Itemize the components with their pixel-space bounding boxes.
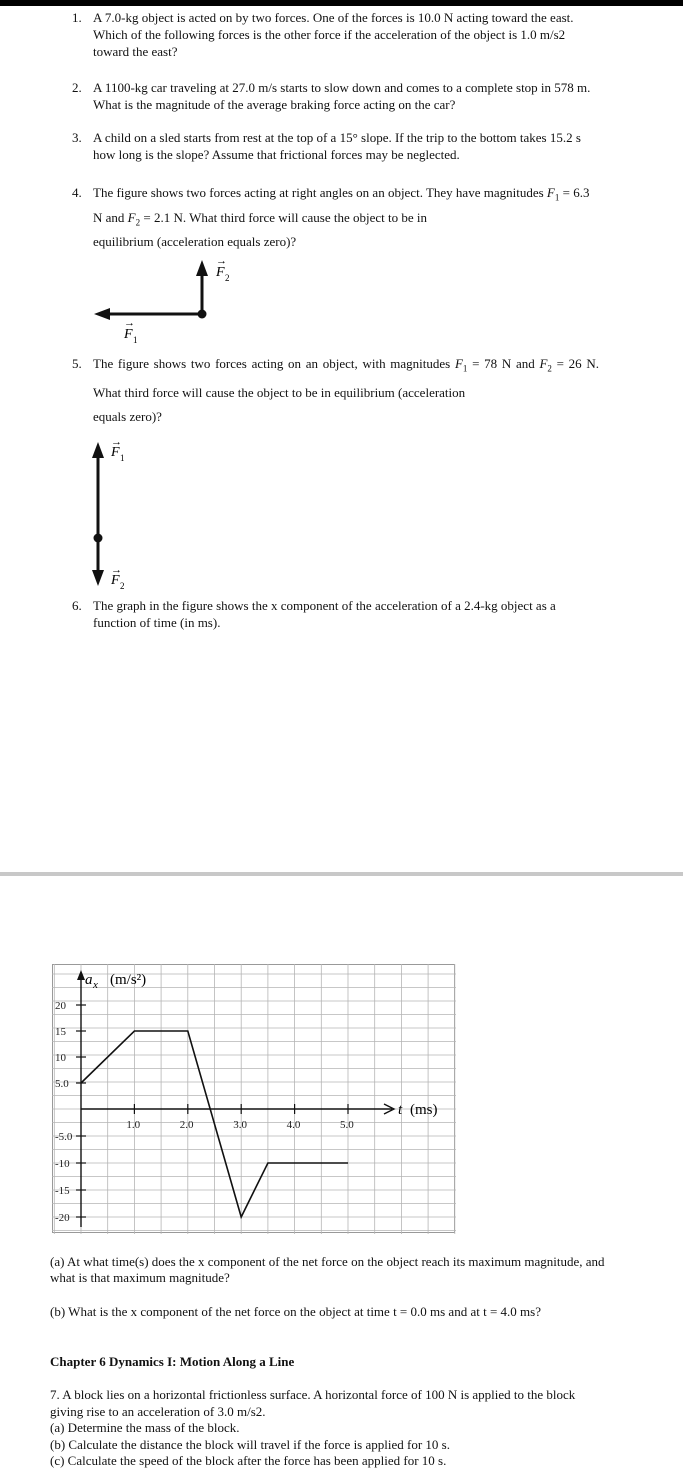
question-number: 2. — [72, 80, 82, 95]
vector-arrow-glyph: → — [111, 436, 122, 448]
object-point — [94, 534, 103, 543]
question-1 — [72, 9, 602, 60]
question-number: 5. — [72, 356, 82, 371]
x-tick-label: 4.0 — [286, 1119, 301, 1131]
force-f2-arrowhead — [196, 260, 208, 276]
force-subscript: 1 — [462, 363, 468, 374]
force-subscript: 2 — [547, 363, 552, 374]
x-tick-label: 5.0 — [340, 1119, 354, 1131]
f2-label-sub: 2 — [120, 581, 125, 591]
q7-part-a: (a) Determine the mass of the block. — [50, 1420, 240, 1435]
question-number: 4. — [72, 185, 82, 200]
f2-label: F — [111, 573, 120, 588]
force-symbol: F — [546, 185, 555, 200]
force-subscript: 1 — [554, 192, 560, 203]
force-symbol: F — [454, 356, 463, 371]
y-tick-label: -10 — [55, 1158, 70, 1170]
y-axis-unit: (m/s²) — [110, 972, 147, 988]
x-tick-label: 1.0 — [126, 1119, 141, 1131]
f1-label-sub: 1 — [120, 453, 125, 463]
force-symbol: F — [539, 356, 548, 371]
question-3 — [72, 129, 602, 163]
object-point — [198, 310, 207, 319]
y-axis-label: a — [85, 972, 93, 988]
y-axis-label-sub: x — [93, 979, 98, 991]
page-divider — [0, 872, 683, 876]
f1-label: F — [111, 445, 120, 460]
part-b: (b) What is the x component of the net force on the object at time t = 0.0 ms and at t = 4.0 ms? — [50, 1304, 541, 1319]
question-number: 1. — [72, 10, 82, 25]
force-f1-arrowhead — [94, 308, 110, 320]
question-text: A 1100-kg car traveling at 27.0 m/s starts to slow down and comes to a complete stop in 578 m. What is the magnitude of the average braking force acting on the car? — [93, 80, 591, 112]
figure-5 — [85, 436, 165, 594]
y-tick-label: 20 — [55, 1000, 66, 1012]
question-number: 6. — [72, 598, 82, 613]
question-text: The figure shows two forces acting on an object, with magnitudes — [93, 356, 451, 371]
question-5 — [72, 352, 599, 429]
force-value: = 6.3 N and — [93, 185, 590, 225]
force-subscript: 2 — [135, 217, 141, 228]
f1-label-sub: 1 — [133, 335, 138, 345]
question-text: The graph in the figure shows the x component of the acceleration of a 2.4-kg object as a function of time (in ms). — [93, 598, 556, 630]
y-tick-label: -5.0 — [55, 1131, 73, 1143]
vector-arrow-glyph: → — [124, 317, 135, 329]
y-tick-label: 5.0 — [55, 1078, 69, 1090]
force-f1-arrowhead — [92, 442, 104, 458]
x-tick-label: 3.0 — [233, 1119, 247, 1131]
f2-label-sub: 2 — [225, 273, 230, 283]
x-tick-label: 2.0 — [179, 1119, 194, 1131]
force-symbol: F — [127, 209, 136, 225]
x-axis-label: t — [398, 1102, 403, 1118]
question-6 — [72, 597, 602, 631]
question-number: 3. — [72, 130, 82, 145]
question-4 — [72, 183, 602, 252]
force-value: = 2.1 N. What third force will cause the object to be in — [143, 209, 427, 225]
question-text: equilibrium (acceleration equals zero)? — [93, 234, 297, 250]
force-value: = 26 N. What third force will cause the object to be in equilibrium (acceleration — [93, 356, 600, 400]
question-text: equals zero)? — [93, 408, 162, 424]
y-tick-label: -20 — [55, 1212, 70, 1224]
figure-4 — [90, 252, 250, 352]
force-value: = 78 N and — [472, 356, 535, 371]
chapter-heading: Chapter 6 Dynamics I: Motion Along a Line — [50, 1354, 295, 1369]
vector-arrow-glyph: → — [111, 564, 122, 576]
question-text: The figure shows two forces acting at right angles on an object. They have magnitudes — [93, 185, 544, 200]
q7-part-b: (b) Calculate the distance the block will travel if the force is applied for 10 s. — [50, 1436, 450, 1452]
y-tick-label: -15 — [55, 1185, 70, 1197]
acceleration-graph — [52, 964, 456, 1234]
q7-intro: 7. A block lies on a horizontal frictionless surface. A horizontal force of 100 N is applied to the block giving rise to an acceleration of 3.0 m/s2. — [50, 1387, 576, 1419]
part-a: (a) At what time(s) does the x component of the net force on the object reach its maximum magnitude, and what is that maximum magnitude? — [50, 1254, 605, 1285]
question-7 — [50, 1387, 590, 1470]
y-tick-label: 10 — [55, 1052, 66, 1064]
top-bar — [0, 0, 683, 6]
vector-arrow-glyph: → — [216, 255, 227, 267]
y-tick-label: 15 — [55, 1026, 66, 1038]
f1-label: F — [124, 327, 133, 342]
question-text: A child on a sled starts from rest at the top of a 15° slope. If the trip to the bottom takes 15.2 s how long is the slope? Assume that frictional forces may be neglected. — [93, 130, 581, 162]
q7-part-c: (c) Calculate the speed of the block after the force has been applied for 10 s. — [50, 1453, 447, 1468]
x-axis-unit: (ms) — [410, 1102, 438, 1118]
f2-label: F — [216, 265, 225, 280]
question-text: A 7.0-kg object is acted on by two forces. One of the forces is 10.0 N acting toward the east. Which of the following forces is the other force if the acceleration of the object is 1.0 m/s2 toward the east? — [93, 10, 574, 59]
question-2 — [72, 79, 602, 113]
force-f2-arrowhead — [92, 570, 104, 586]
